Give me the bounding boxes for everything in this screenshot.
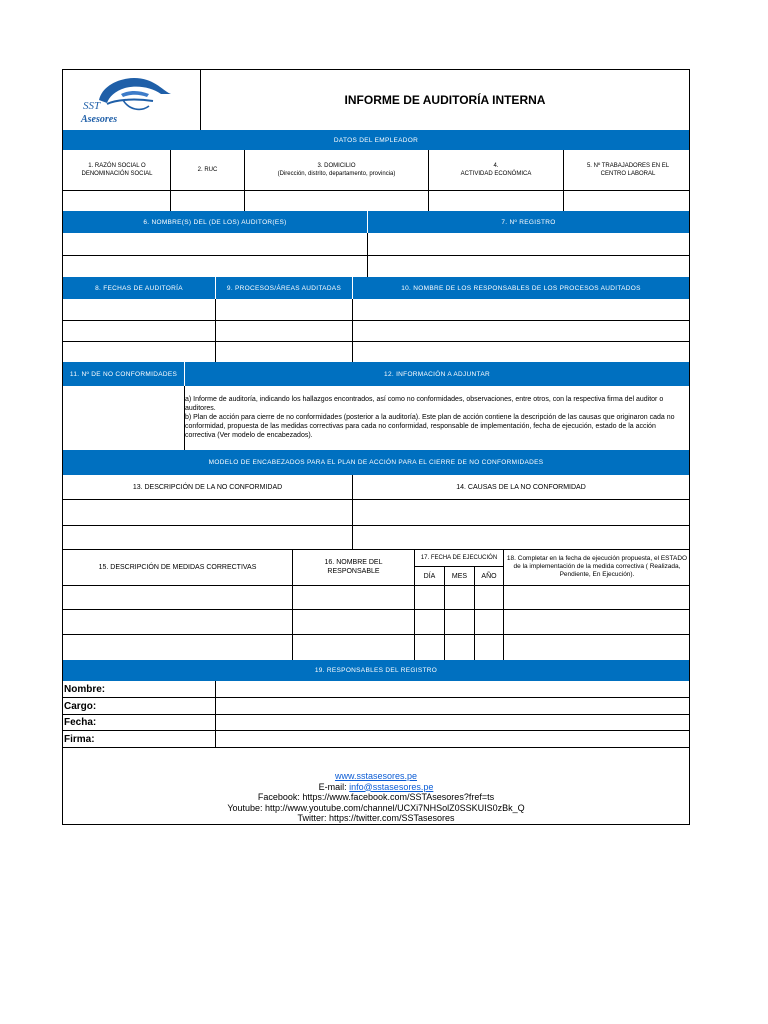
- date-label: Fecha:: [64, 716, 97, 728]
- attach-info-item-a: a) Informe de auditoría, indicando los hallazgos encontrados, así como no conformidades, observaciones, entre otros, con la respectiva firma del auditor o auditores.: [185, 396, 664, 412]
- economic-activity-label: [429, 150, 563, 190]
- youtube-line: Youtube: http://www.youtube.com/channel/UCXi7NHSolZ0SSKUIS0zBk_Q: [227, 802, 525, 813]
- report-title: INFORME DE AUDITORÍA INTERNA: [344, 93, 546, 107]
- implementation-status-label: 18. Completar en la fecha de ejecución propuesta, el ESTADO de la implementación de la medida correctiva ( Realizada, Pendiente, En Ejecución).: [506, 555, 688, 578]
- email-link[interactable]: info@sstasesores.pe: [349, 781, 434, 792]
- name-field[interactable]: [216, 682, 688, 697]
- attach-info-header: 12. INFORMACIÓN A ADJUNTAR: [185, 362, 689, 386]
- status-field-3[interactable]: [504, 635, 688, 659]
- auditor-name-field-1[interactable]: [64, 234, 366, 254]
- address-label: [245, 150, 428, 190]
- nonconformity-causes-field-2[interactable]: [353, 526, 688, 548]
- address-label-title: 3. DOMICILIO: [317, 163, 356, 169]
- position-label: Cargo:: [64, 700, 97, 712]
- corrective-measure-field-3[interactable]: [64, 635, 291, 659]
- corrective-measures-label: 15. DESCRIPCIÓN DE MEDIDAS CORRECTIVAS: [98, 563, 257, 571]
- nonconformity-description-field-1[interactable]: [64, 500, 351, 524]
- responsible-field-1[interactable]: [293, 586, 413, 608]
- nonconformities-count-field[interactable]: [64, 387, 183, 449]
- position-field[interactable]: [216, 698, 688, 713]
- status-field-1[interactable]: [504, 586, 688, 608]
- registry-responsibles-header: 19. RESPONSABLES DEL REGISTRO: [63, 660, 689, 681]
- day-field-3[interactable]: [415, 635, 443, 659]
- process-owner-field-2[interactable]: [353, 321, 688, 340]
- audit-date-field-3[interactable]: [64, 342, 214, 361]
- year-field-2[interactable]: [475, 610, 502, 633]
- month-field-3[interactable]: [445, 635, 473, 659]
- twitter-line: Twitter: https://twitter.com/SSTasesores: [297, 813, 455, 823]
- email-label: E-mail:: [318, 781, 350, 792]
- responsible-name-label: 16. NOMBRE DEL RESPONSABLE: [324, 559, 383, 575]
- website-link[interactable]: www.sstasesores.pe: [334, 771, 418, 781]
- name-label: Nombre:: [64, 683, 106, 695]
- process-owners-header: 10. NOMBRE DE LOS RESPONSABLES DE LOS PROCESOS AUDITADOS: [353, 277, 689, 299]
- process-owner-field-3[interactable]: [353, 342, 688, 361]
- responsible-field-2[interactable]: [293, 610, 413, 633]
- contact-footer: [63, 771, 689, 825]
- logo-text-sst: SST: [83, 100, 101, 112]
- year-label: AÑO: [481, 572, 497, 580]
- month-field-1[interactable]: [445, 586, 473, 608]
- execution-date-label: 17. FECHA DE EJECUCIÓN: [420, 554, 498, 561]
- attach-info-text: [185, 395, 687, 449]
- signature-field[interactable]: [216, 731, 688, 746]
- day-label: DÍA: [423, 572, 436, 580]
- audited-area-field-3[interactable]: [216, 342, 351, 361]
- logo-text-asesores: Asesores: [81, 114, 118, 125]
- auditor-names-header: 6. NOMBRE(S) DEL (DE LOS) AUDITOR(ES): [63, 211, 367, 233]
- nonconformities-count-header: 11. Nº DE NO CONFORMIDADES: [63, 362, 184, 386]
- email-line: [63, 782, 689, 793]
- company-name-field[interactable]: [64, 191, 169, 210]
- nonconformity-causes-label: 14. CAUSAS DE LA NO CONFORMIDAD: [456, 483, 586, 491]
- economic-activity-text: ACTIVIDAD ECONÓMICA: [460, 171, 532, 177]
- nonconformity-description-field-2[interactable]: [64, 526, 351, 548]
- registry-number-field-1[interactable]: [369, 234, 688, 254]
- economic-activity-field[interactable]: [429, 191, 562, 210]
- workers-count-label: 5. Nº TRABAJADORES EN EL CENTRO LABORAL: [586, 163, 670, 177]
- auditor-name-field-2[interactable]: [64, 256, 366, 276]
- audited-area-field-2[interactable]: [216, 321, 351, 340]
- corrective-measure-field-1[interactable]: [64, 586, 291, 608]
- signature-label: Firma:: [64, 733, 95, 745]
- audit-date-field-1[interactable]: [64, 300, 214, 319]
- ruc-field[interactable]: [171, 191, 243, 210]
- day-field-1[interactable]: [415, 586, 443, 608]
- year-field-1[interactable]: [475, 586, 502, 608]
- status-field-2[interactable]: [504, 610, 688, 633]
- date-field[interactable]: [216, 715, 688, 730]
- registry-number-field-2[interactable]: [369, 256, 688, 276]
- nonconformity-causes-field-1[interactable]: [353, 500, 688, 524]
- attach-info-item-b: b) Plan de acción para cierre de no conformidades (posterior a la auditoría). Este plan de acción contiene la descripción de las causas que originaron cada no conformidad, propuesta de las medidas correctivas para cada no conformidad, responsable de implementación, fecha de ejecución, estado de la acción correctiva (Ver modelo de encabezados).: [185, 414, 675, 439]
- audited-areas-header: 9. PROCESOS/ÁREAS AUDITADAS: [216, 277, 352, 299]
- year-field-3[interactable]: [475, 635, 502, 659]
- responsible-field-3[interactable]: [293, 635, 413, 659]
- address-label-sub: (Dirección, distrito, departamento, provincia): [277, 171, 396, 177]
- month-field-2[interactable]: [445, 610, 473, 633]
- employer-data-header: DATOS DEL EMPLEADOR: [63, 130, 689, 150]
- company-logo: [63, 70, 200, 130]
- registry-number-header: 7. Nº REGISTRO: [368, 211, 689, 233]
- audited-area-field-1[interactable]: [216, 300, 351, 319]
- address-field[interactable]: [245, 191, 427, 210]
- facebook-line: Facebook: https://www.facebook.com/SSTAsesores?fref=ts: [257, 792, 495, 802]
- economic-activity-num: 4.: [493, 163, 499, 169]
- corrective-measure-field-2[interactable]: [64, 610, 291, 633]
- audit-date-field-2[interactable]: [64, 321, 214, 340]
- audit-report-form: [62, 69, 690, 825]
- audit-dates-header: 8. FECHAS DE AUDITORÍA: [63, 277, 215, 299]
- month-label: MES: [451, 572, 468, 580]
- workers-count-field[interactable]: [564, 191, 688, 210]
- action-plan-model-header: MODELO DE ENCABEZADOS PARA EL PLAN DE ACCIÓN PARA EL CIERRE DE NO CONFORMIDADES: [63, 450, 689, 475]
- process-owner-field-1[interactable]: [353, 300, 688, 319]
- day-field-2[interactable]: [415, 610, 443, 633]
- company-name-label: 1. RAZÓN SOCIAL O DENOMINACIÓN SOCIAL: [81, 163, 153, 177]
- nonconformity-description-label: 13. DESCRIPCIÓN DE LA NO CONFORMIDAD: [132, 483, 283, 491]
- ruc-label: 2. RUC: [197, 167, 218, 173]
